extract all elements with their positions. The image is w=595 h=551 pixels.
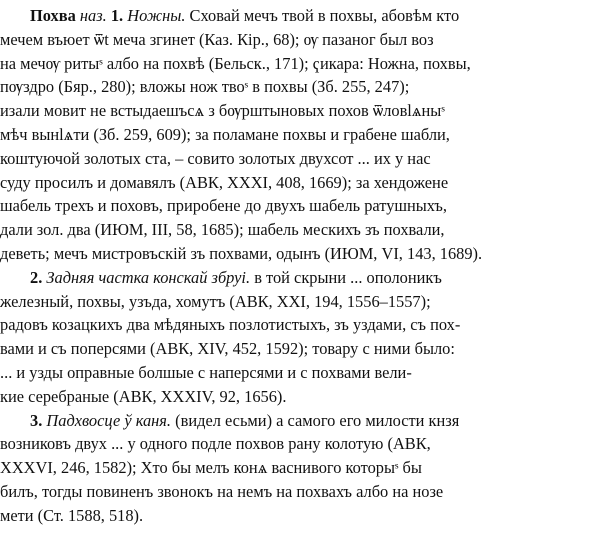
citation-line: XXXVI, 246, 1582); Хто бы мелъ конѧ васнивого которыˢ бы — [0, 458, 422, 478]
citation-text: Сховай мечъ твой в похвы, абовѣм кто — [189, 6, 460, 25]
citation-line: коштуючой золотых ста, – совито золотых двухсот ... их у нас — [0, 148, 431, 168]
sense-number: 2. — [30, 267, 43, 287]
citation-line: мечем въюет ѿt меча згинет (Каз. Кір., 68); ѹ пазаног был воз — [0, 29, 434, 49]
citation-line: кие серебраные (АВК, XXXIV, 92, 1656). — [0, 386, 287, 406]
citation-line: на мечѹ ритыˢ албо на похвѣ (Бельск., 171); ҁикара: Ножна, похвы, — [0, 53, 471, 73]
sense-number: 3. — [30, 410, 43, 430]
sense-3 — [0, 409, 595, 528]
citation-line: возниковъ двух ... у одного подле похвов рану колотую (АВК, — [0, 434, 431, 454]
sense-gloss: Падхвосце ў каня. — [46, 410, 172, 430]
sense-gloss: Ножны. — [127, 6, 186, 25]
citation-line: деветь; мечъ мистровъскій зъ похвами, одынъ (ИЮМ, VI, 143, 1689). — [0, 243, 483, 263]
sense-gloss: Задняя частка конскай збруі. — [46, 267, 251, 287]
citation-text: в той скрыни ... ополоникъ — [254, 267, 442, 287]
citation-line: радовъ козацкихъ два мѣдяныхъ позлотистыхъ, зъ уздами, съ пох- — [0, 315, 461, 335]
citation-line: шабель трехъ и поховъ, прирoбене до двухъ шабель ратушныхъ, — [0, 196, 447, 216]
headword: Похва — [30, 6, 76, 25]
sense-1 — [0, 4, 595, 266]
sense-line — [0, 409, 595, 433]
citation-line: ... и узды оправные болшые с наперсями и с похвами вели- — [0, 362, 412, 382]
sense-number: 1. — [110, 6, 124, 25]
part-of-speech: наз. — [79, 6, 107, 25]
citation-line: суду просилъ и домавялъ (АВК, XXXI, 408, 1669); за хендожене — [0, 172, 449, 192]
citation-line: пѹздро (Бяр., 280); вложы нож твоˢ в похвы (Зб. 255, 247); — [0, 77, 410, 97]
citation-text: (видел есьми) а самого его милости кнзя — [175, 410, 460, 430]
citation-line: мети (Ст. 1588, 518). — [0, 505, 144, 525]
citation-line: дали зол. два (ИЮМ, III, 58, 1685); шабель мескихъ зъ похвали, — [0, 220, 445, 240]
citation-line: билъ, тогды повиненъ звонокъ на немъ на похвахъ албо на нозе — [0, 481, 444, 501]
sense-line — [0, 266, 595, 290]
citation-line: изали мовит не встыдаешъсѧ з бѹрштыновых похов ѿловlѧныˢ — [0, 101, 445, 121]
citation-line: мѣч вынlѧти (Зб. 259, 609); за поламане похвы и грабене шабли, — [0, 124, 450, 144]
citation-line: железный, похвы, узъда, хомутъ (АВК, XXI, 194, 1556–1557); — [0, 291, 431, 311]
citation-line: вами и съ поперсями (АВК, XIV, 452, 1592); товару с ними было: — [0, 339, 455, 359]
entry-line — [0, 4, 595, 28]
sense-2 — [0, 266, 595, 409]
